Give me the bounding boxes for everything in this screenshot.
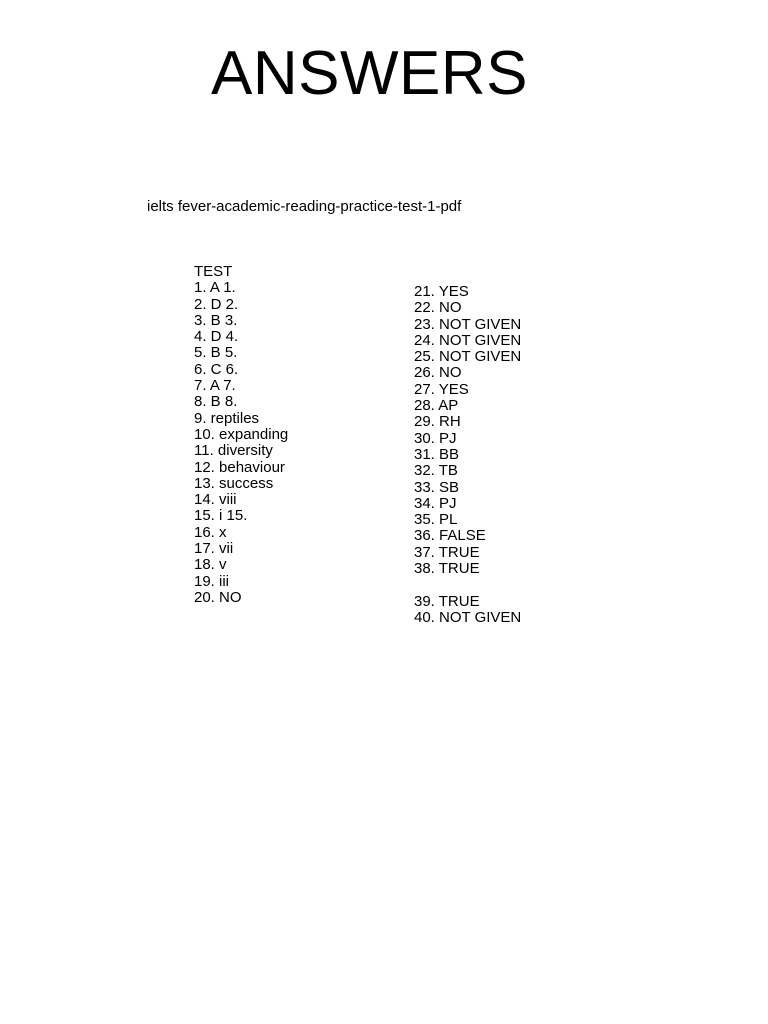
answer-item: 24. NOT GIVEN [414, 331, 522, 349]
answer-item: 16. x [194, 523, 227, 541]
page-title: ANSWERS [211, 39, 528, 108]
test-header: TEST [194, 263, 233, 280]
answer-item: 6. C 6. [194, 360, 239, 378]
answer-item: 31. BB [414, 445, 460, 463]
answer-item: 14. viii [194, 491, 237, 509]
answers-column-left [194, 264, 288, 606]
spacer [414, 577, 521, 593]
answer-item: 37. TRUE [414, 543, 480, 561]
answer-item: 11. diversity [194, 442, 273, 460]
answer-item: 35. PL [414, 511, 458, 529]
answer-item: 4. D 4. [194, 328, 239, 346]
answer-item: 15. i 15. [194, 507, 248, 525]
answer-item: 33. SB [414, 478, 460, 496]
answer-item: 36. FALSE [414, 527, 486, 545]
answer-item: 18. v [194, 556, 227, 574]
document-source-line: ielts fever-academic-reading-practice-test-1-pdf [147, 198, 462, 215]
answers-column-right [414, 284, 521, 626]
answer-item: 39. TRUE [414, 592, 480, 610]
answer-item: 26. NO [414, 364, 462, 382]
answer-item: 2. D 2. [194, 295, 239, 313]
answer-item: 9. reptiles [194, 409, 260, 427]
answer-item: 8. B 8. [194, 393, 238, 411]
answer-item: 27. YES [414, 380, 469, 398]
answer-item: 30. PJ [414, 429, 457, 447]
answer-item: 40. NOT GIVEN [414, 608, 522, 626]
answer-item: 22. NO [414, 299, 462, 317]
answer-item: 12. behaviour [194, 458, 285, 476]
answer-item: 10. expanding [194, 425, 289, 443]
answer-item: 25. NOT GIVEN [414, 348, 522, 366]
answer-item: 34. PJ [414, 494, 457, 512]
answer-item: 19. iii [194, 572, 230, 590]
answer-item: 29. RH [414, 413, 461, 431]
answer-item: 7. A 7. [194, 377, 236, 395]
answer-item: 5. B 5. [194, 344, 238, 362]
answer-item: 23. NOT GIVEN [414, 315, 522, 333]
answer-item: 21. YES [414, 283, 469, 300]
answer-item: 38. TRUE [414, 560, 480, 578]
answer-item: 17. vii [194, 540, 234, 558]
answer-item: 20. NO [194, 588, 242, 606]
answer-item: 1. A 1. [194, 279, 236, 297]
answer-item: 28. AP [414, 397, 459, 415]
answer-item: 13. success [194, 474, 274, 492]
answer-item: 3. B 3. [194, 311, 238, 329]
answer-item: 32. TB [414, 462, 458, 480]
